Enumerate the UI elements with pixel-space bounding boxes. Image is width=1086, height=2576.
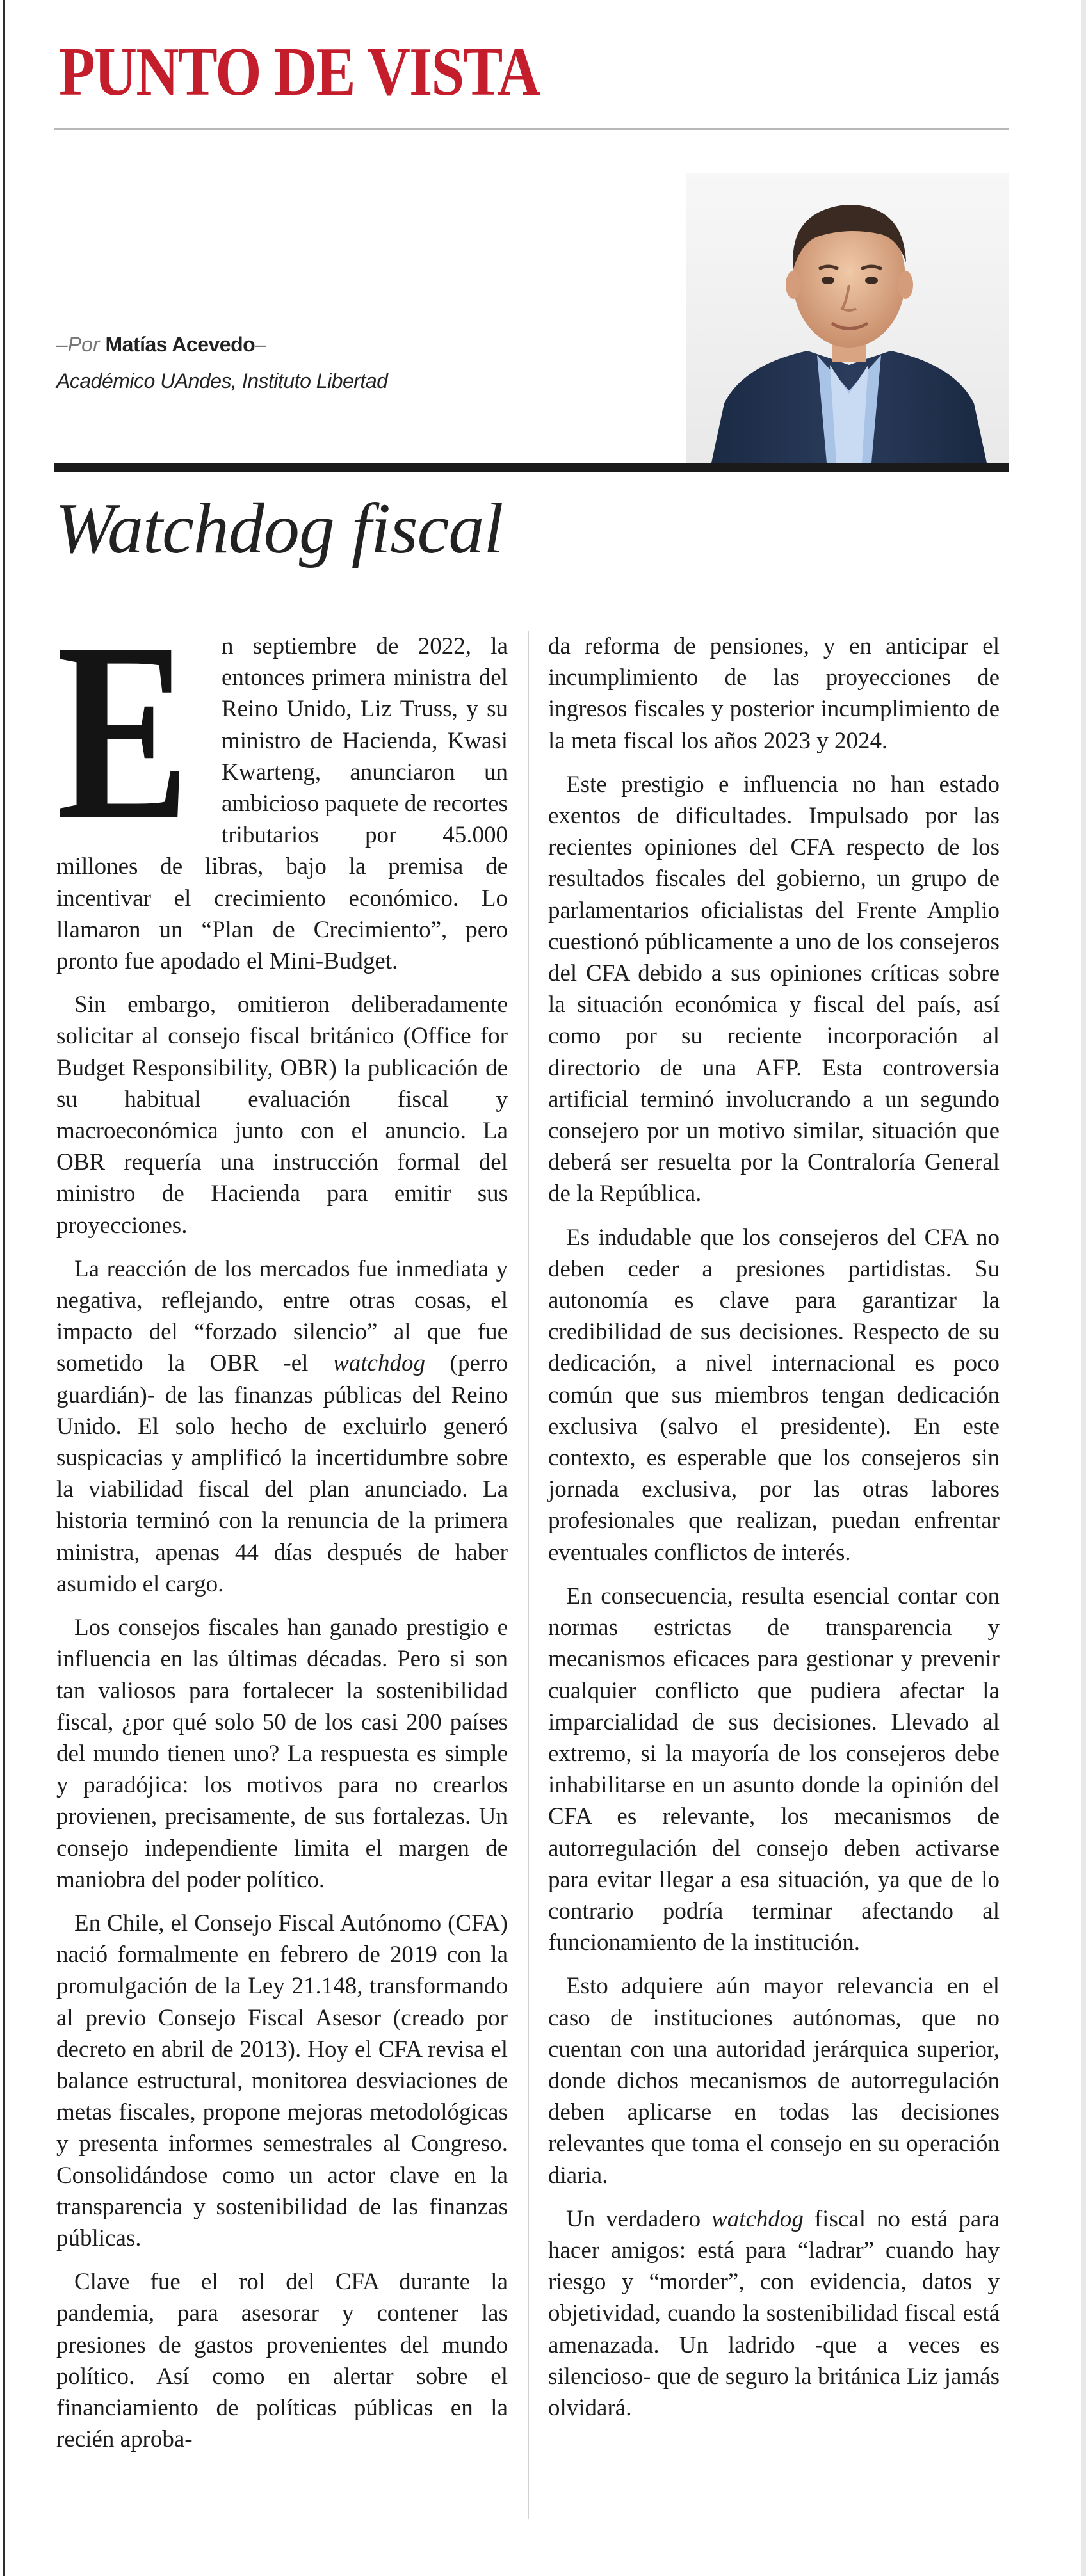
- author-name: Matías Acevedo: [105, 333, 255, 356]
- article-column-left: [56, 590, 508, 2467]
- article-paragraph: En consecuencia, resulta esencial contar con normas estrictas de transparencia y mecanismos eficaces para gestionar y prevenir cualquier conflicto que pudiera afectar la imparcialidad de sus decisiones. Llevado al extremo, si la mayoría de los consejeros debe inhabilitarse en un asunto donde la opinión del CFA es relevante, los mecanismos de autorregulación del consejo deben activarse para evitar llegar a esa situación, ya que de lo contrario podría terminar afectando al funcionamiento de la institución.: [548, 1582, 1000, 1956]
- author-affiliation: Académico UAndes, Instituto Libertad: [56, 369, 388, 392]
- article-paragraph: da reforma de pensiones, y en anticipar el incumplimiento de las proyecciones de ingresos fiscales y posterior incumplimiento de la meta fiscal los años 2023 y 2024.: [548, 633, 1000, 754]
- article-headline: Watchdog fiscal: [55, 489, 503, 568]
- author-portrait: [686, 173, 1009, 463]
- page-left-border: [3, 0, 5, 2576]
- byline-prefix: –Por: [56, 333, 106, 356]
- drop-cap: E: [56, 590, 190, 873]
- article-paragraph: Sin embargo, omitieron deliberadamente solicitar al consejo fiscal británico (Office for Budget Responsibility, OBR) la publicación de su habitual evaluación fiscal y macroeconómica junto con el anuncio. La OBR requería una instrucción formal del ministro de Hacienda para emitir sus proyecciones.: [56, 992, 508, 1239]
- italic-term: watchdog: [333, 1350, 425, 1377]
- section-title: PUNTO DE VISTA: [59, 34, 540, 110]
- article-paragraph: Un verdadero watchdog fiscal no está para hacer amigos: está para “ladrar” cuando hay riesgo y “morder”, con evidencia, datos y objetividad, cuando la sostenibilidad fiscal está amenazada. Un ladrido -que a veces es silencioso- que de seguro la británica Liz jamás olvidará.: [548, 2205, 1000, 2421]
- byline: [56, 330, 266, 358]
- article-paragraph: E n septiembre de 2022, la entonces primera ministra del Reino Unido, Liz Truss, y su ministro de Hacienda, Kwasi Kwarteng, anunciaron un ambicioso paquete de recortes tributarios por 45.000 millones de libras, bajo la premisa de incentivar el crecimiento económico. Lo llamaron un “Plan de Crecimiento”, pero pronto fue apodado el Mini-Budget.: [56, 590, 508, 975]
- article-paragraph: En Chile, el Consejo Fiscal Autónomo (CFA) nació formalmente en febrero de 2019 con la promulgación de la Ley 21.148, transformando al previo Consejo Fiscal Asesor (creado por decreto en abril de 2013). Hoy el CFA revisa el balance estructural, monitorea desviaciones de metas fiscales, propone mejoras metodológicas y presenta informes semestrales al Congreso. Consolidándose como un actor clave en la transparencia y sostenibilidad de las finanzas públicas.: [56, 1910, 508, 2251]
- article-column-right: [548, 631, 1000, 2436]
- section-divider: [54, 128, 1009, 130]
- italic-term: watchdog: [711, 2205, 804, 2232]
- article-paragraph: Clave fue el rol del CFA durante la pandemia, para asesorar y contener las presiones de gastos provenientes del mundo político. Así como en alertar sobre el financiamiento de políticas públicas en la recién aproba-: [56, 2269, 508, 2453]
- article-paragraph: Es indudable que los consejeros del CFA no deben ceder a presiones partidistas. Su autonomía es clave para garantizar la credibilidad de sus decisiones. Respecto de su dedicación, a nivel internacional es poco común que sus miembros tengan dedicación exclusiva (salvo el presidente). En este contexto, es esperable que los consejeros sin jornada exclusiva, por las otras labores profesionales que realizan, puedan enfrentar eventuales conflictos de interés.: [548, 1224, 1000, 1566]
- byline-suffix: –: [255, 333, 266, 356]
- article-paragraph: La reacción de los mercados fue inmediata y negativa, reflejando, entre otras cosas, el impacto del “forzado silencio” al que fue sometido la OBR -el watchdog (perro guardián)- de las finanzas públicas del Reino Unido. El solo hecho de excluirlo generó suspicacias y amplificó la incertidumbre sobre la viabilidad fiscal del plan anunciado. La historia terminó con la renuncia de la primera ministra, apenas 44 días después de haber asumido el cargo.: [56, 1255, 508, 1597]
- page-right-edge: [1081, 0, 1086, 2576]
- column-divider: [528, 631, 529, 2519]
- article-paragraph: Los consejos fiscales han ganado prestigio e influencia en las últimas décadas. Pero si son tan valiosos para fortalecer la sostenibilidad fiscal, ¿por qué solo 50 de los casi 200 países del mundo tienen uno? La respuesta es simple y paradójica: los motivos para no crearlos provienen, precisamente, de sus fortalezas. Un consejo independiente limita el margen de maniobra del poder político.: [56, 1614, 508, 1893]
- article-paragraph: Esto adquiere aún mayor relevancia en el caso de instituciones autónomas, que no cuentan con una autoridad jerárquica superior, donde dichos mecanismos de autorregulación deben aplicarse en todas las decisiones relevantes que toma el consejo en su operación diaria.: [548, 1973, 1000, 2189]
- headline-rule: [54, 463, 1009, 472]
- author-portrait-icon: [686, 173, 1009, 463]
- article-paragraph: Este prestigio e influencia no han estado exentos de dificultades. Impulsado por las recientes opiniones del CFA respecto de los resultados fiscales del gobierno, un grupo de parlamentarios oficialistas del Frente Amplio cuestionó públicamente a uno de los consejeros del CFA debido a sus opiniones críticas sobre la situación económica y fiscal del país, así como por su reciente incorporación al directorio de una AFP. Esta controversia artificial terminó involucrando a un segundo consejero por un motivo similar, situación que deberá ser resuelta por la Contraloría General de la República.: [548, 771, 1000, 1207]
